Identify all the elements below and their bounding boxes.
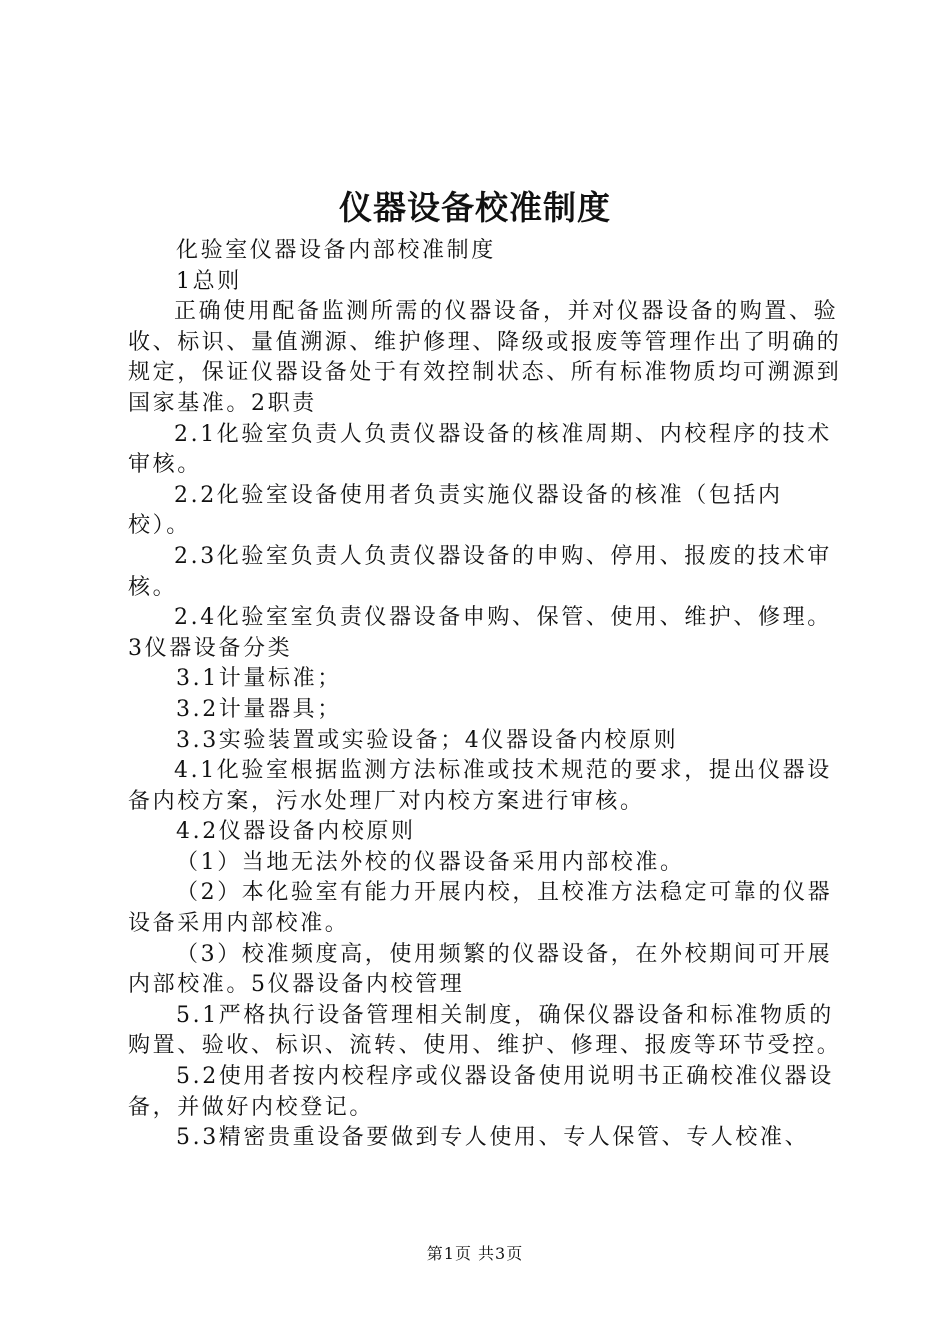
paragraph-5-1: 5.1严格执行设备管理相关制度，确保仪器设备和标准物质的购置、验收、标识、流转、使用、维护、修理、报废等环节受控。 — [128, 1002, 842, 1059]
paragraph-4-2-item-2: （2）本化验室有能力开展内校，且校准方法稳定可靠的仪器设备采用内部校准。 — [128, 880, 833, 937]
paragraph-4-2: 4.2仪器设备内校原则 — [176, 819, 416, 845]
paragraph-2-3: 2.3化验室负责人负责仪器设备的申购、停用、报废的技术审核。 — [128, 543, 832, 600]
paragraph-3-3: 3.3实验装置或实验设备；4仪器设备内校原则 — [176, 727, 679, 753]
paragraph-subtitle: 化验室仪器设备内部校准制度 — [176, 238, 496, 263]
paragraph-5-2: 5.2使用者按内校程序或仪器设备使用说明书正确校准仪器设备，并做好内校登记。 — [128, 1064, 834, 1120]
paragraph-4-2-item-1: （1）当地无法外校的仪器设备采用内部校准。 — [176, 849, 685, 875]
paragraph-2-2: 2.2化验室设备使用者负责实施仪器设备的核准（包括内校）。 — [128, 482, 783, 539]
paragraph-3-2: 3.2计量器具； — [176, 696, 342, 722]
paragraph-5-3: 5.3精密贵重设备要做到专人使用、专人保管、专人校准、 — [176, 1125, 810, 1151]
page-footer: 第1页 共3页 — [426, 1244, 524, 1263]
paragraph-4-1: 4.1化验室根据监测方法标准或技术规范的要求，提出仪器设备内校方案，污水处理厂对内校方案进行审核。 — [128, 758, 832, 814]
paragraph-2-1: 2.1化验室负责人负责仪器设备的核准周期、内校程序的技术审核。 — [128, 421, 832, 478]
paragraph-4-2-item-3: （3）校准频度高，使用频繁的仪器设备，在外校期间可开展内部校准。5仪器设备内校管理 — [128, 941, 833, 998]
paragraph-general: 正确使用配备监测所需的仪器设备，并对仪器设备的购置、验收、标识、量值溯源、维护修理、降级或报废等管理作出了明确的规定，保证仪器设备处于有效控制状态、所有标准物质均可溯源到国家基准。2职责 — [128, 299, 842, 416]
document-body — [128, 236, 844, 1154]
paragraph-3-1: 3.1计量标准； — [176, 666, 342, 692]
document-title: 仪器设备校准制度 — [339, 188, 611, 227]
paragraph-2-4: 2.4化验室室负责仪器设备申购、保管、使用、维护、修理。3仪器设备分类 — [128, 605, 832, 661]
paragraph-section-1-heading: 1总则 — [176, 268, 242, 294]
